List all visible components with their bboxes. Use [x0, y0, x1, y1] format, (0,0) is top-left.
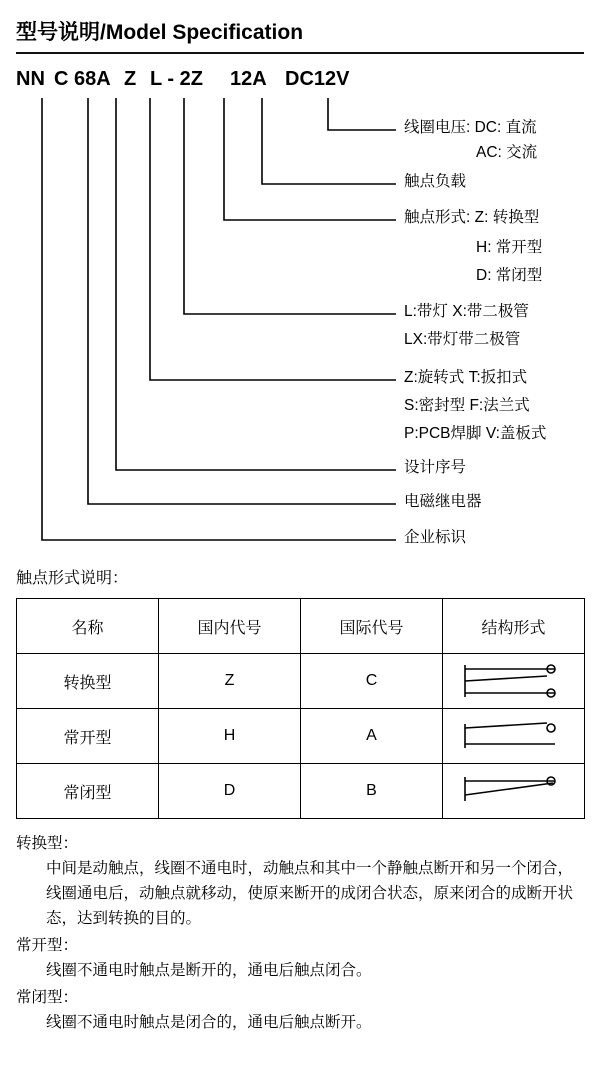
note-head-changeover: 转换型： — [16, 835, 79, 852]
contact-form-section-caption: 触点形式说明： — [16, 570, 129, 587]
table-row — [17, 654, 585, 709]
cell-symbol-normally-open — [443, 709, 585, 764]
cell-name-changeover: 转换型 — [17, 654, 159, 709]
callout-structure-line3: P:PCB焊脚 V:盖板式 — [404, 425, 547, 442]
table-header-row — [17, 599, 585, 654]
cell-domestic-changeover: Z — [159, 654, 301, 709]
callout-structure-line2: S:密封型 F:法兰式 — [404, 397, 530, 414]
note-body-normally-closed: 线圈不通电时触点是闭合的，通电后触点断开。 — [46, 1014, 372, 1031]
cell-international-normally-open: A — [301, 709, 443, 764]
code-token-relay: C — [54, 68, 69, 90]
normally-closed-contact-symbol — [443, 769, 584, 813]
callout-relay-type: 电磁继电器 — [404, 493, 482, 510]
callout-design-serial: 设计序号 — [404, 459, 467, 476]
model-code-row — [16, 68, 584, 98]
callout-company-mark: 企业标识 — [404, 529, 467, 546]
callout-contact-load: 触点负载 — [404, 173, 467, 190]
column-header-name: 名称 — [17, 599, 159, 654]
contact-form-table — [16, 598, 585, 819]
code-token-contact-load: 12A — [230, 68, 267, 90]
cell-name-normally-open: 常开型 — [17, 709, 159, 764]
column-header-domestic-code: 国内代号 — [159, 599, 301, 654]
cell-name-normally-closed: 常闭型 — [17, 764, 159, 819]
note-head-normally-open: 常开型： — [16, 937, 79, 954]
cell-international-changeover: C — [301, 654, 443, 709]
column-header-structure: 结构形式 — [443, 599, 585, 654]
note-body-normally-open: 线圈不通电时触点是断开的，通电后触点闭合。 — [46, 962, 372, 979]
callout-lamp-diode-line1: L:带灯 X:带二极管 — [404, 303, 529, 320]
title-divider — [16, 52, 584, 54]
callout-contact-form-line2: H: 常开型 — [476, 239, 543, 256]
note-body-changeover: 中间是动触点，线圈不通电时，动触点和其中一个静触点断开和另一个闭合，线圈通电后，动触点就移动，使原来断开的成闭合状态，原来闭合的成断开状态，达到转换的目的。 — [46, 860, 574, 927]
code-token-coil-voltage: DC12V — [285, 68, 350, 90]
callout-contact-form-line3: D: 常闭型 — [476, 267, 543, 284]
cell-symbol-normally-closed — [443, 764, 585, 819]
callout-structure-line1: Z:旋转式 T:扳扣式 — [404, 369, 528, 386]
callout-coil-voltage-line1: 线圈电压: DC: 直流 — [404, 119, 537, 136]
code-token-structure: Z — [124, 68, 137, 90]
callout-diagram — [16, 98, 584, 563]
code-token-design: 68A — [74, 68, 111, 90]
cell-symbol-changeover — [443, 654, 585, 709]
note-head-normally-closed: 常闭型： — [16, 989, 79, 1006]
table-row — [17, 764, 585, 819]
code-token-brand: NN — [16, 68, 45, 90]
page-title: 型号说明/Model Specification — [16, 21, 304, 44]
contact-form-notes — [16, 831, 584, 1035]
code-token-lamp-form: L - 2Z — [150, 68, 203, 90]
cell-domestic-normally-open: H — [159, 709, 301, 764]
changeover-contact-symbol — [443, 659, 584, 703]
callout-contact-form-line1: 触点形式: Z: 转换型 — [404, 209, 540, 226]
column-header-international-code: 国际代号 — [301, 599, 443, 654]
cell-domestic-normally-closed: D — [159, 764, 301, 819]
cell-international-normally-closed: B — [301, 764, 443, 819]
normally-open-contact-symbol — [443, 714, 584, 758]
callout-lamp-diode-line2: LX:带灯带二极管 — [404, 331, 521, 348]
table-row — [17, 709, 585, 764]
callout-coil-voltage-line2: AC: 交流 — [476, 144, 538, 161]
